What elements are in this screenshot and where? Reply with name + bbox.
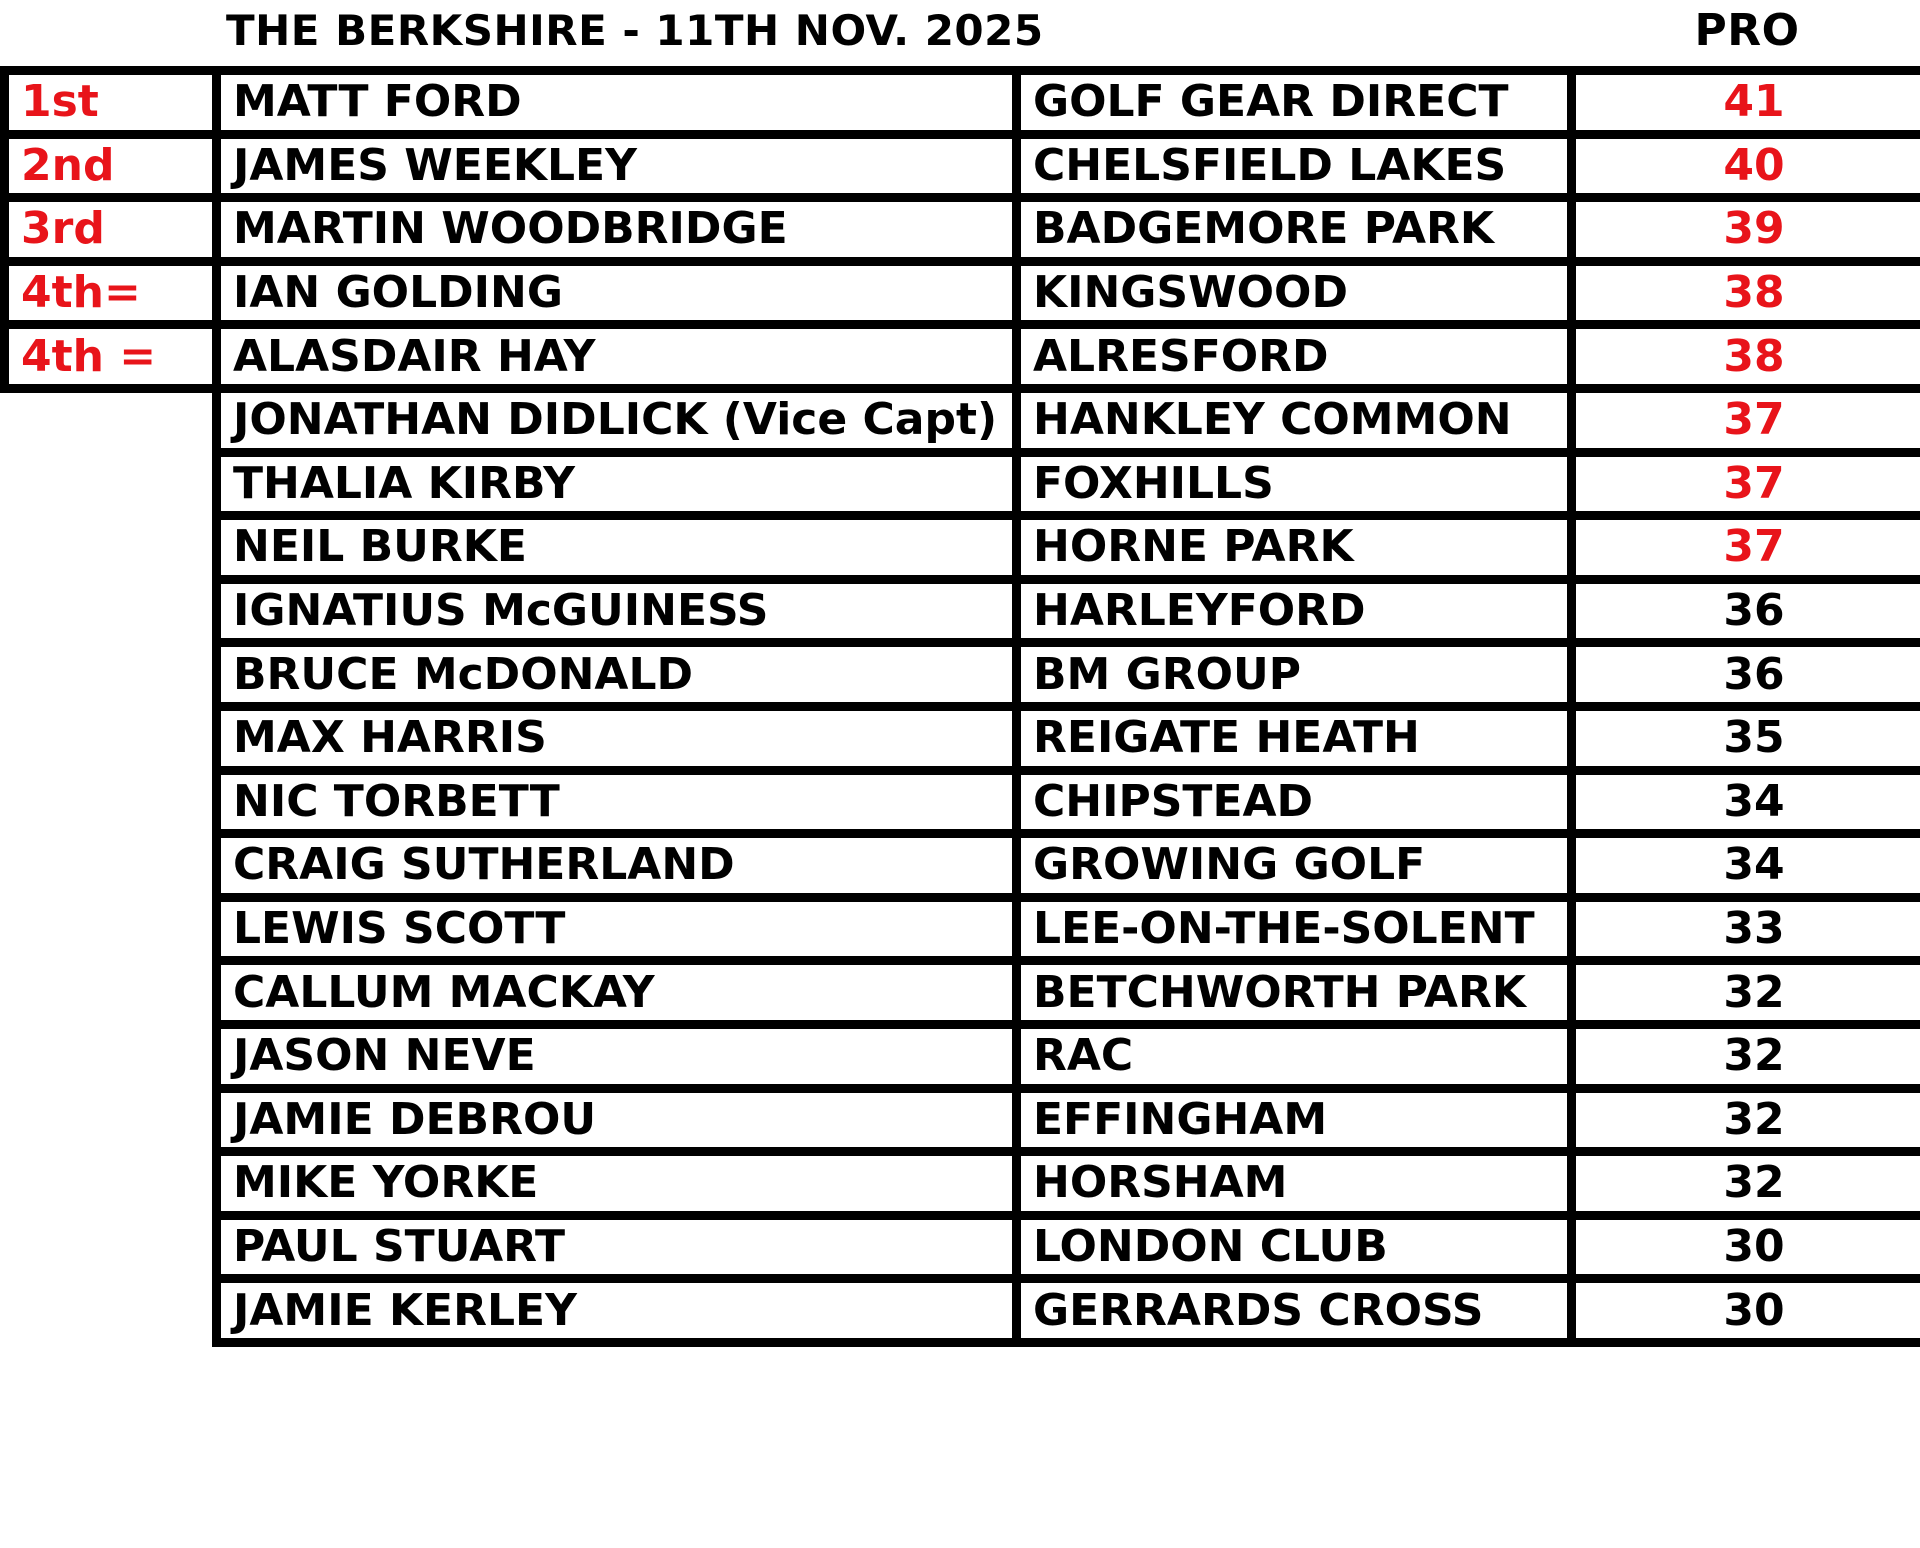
player-name-cell: NIC TORBETT — [217, 770, 1017, 834]
table-row — [5, 134, 1920, 198]
player-name-cell: JASON NEVE — [217, 1024, 1017, 1088]
position-cell — [5, 1152, 217, 1216]
score-cell: 32 — [1572, 1088, 1920, 1152]
club-name-cell: GROWING GOLF — [1017, 834, 1572, 898]
table-row — [5, 1279, 1920, 1343]
club-name-cell: REIGATE HEATH — [1017, 706, 1572, 770]
position-cell — [5, 897, 217, 961]
table-row — [5, 452, 1920, 516]
player-name-cell: MIKE YORKE — [217, 1152, 1017, 1216]
club-name-cell: HARLEYFORD — [1017, 579, 1572, 643]
score-cell: 40 — [1572, 134, 1920, 198]
score-cell: 33 — [1572, 897, 1920, 961]
score-cell: 36 — [1572, 643, 1920, 707]
score-cell: 32 — [1572, 961, 1920, 1025]
club-name-cell: EFFINGHAM — [1017, 1088, 1572, 1152]
score-cell: 34 — [1572, 834, 1920, 898]
position-cell — [5, 706, 217, 770]
table-row — [5, 325, 1920, 389]
table-row — [5, 1024, 1920, 1088]
player-name-cell: NEIL BURKE — [217, 516, 1017, 580]
player-name-cell: CRAIG SUTHERLAND — [217, 834, 1017, 898]
club-name-cell: ALRESFORD — [1017, 325, 1572, 389]
player-name-cell: ALASDAIR HAY — [217, 325, 1017, 389]
score-cell: 37 — [1572, 516, 1920, 580]
club-name-cell: HANKLEY COMMON — [1017, 388, 1572, 452]
club-name-cell: LONDON CLUB — [1017, 1215, 1572, 1279]
score-cell: 30 — [1572, 1279, 1920, 1343]
player-name-cell: JAMIE KERLEY — [217, 1279, 1017, 1343]
score-cell: 37 — [1572, 452, 1920, 516]
score-cell: 30 — [1572, 1215, 1920, 1279]
table-row — [5, 1215, 1920, 1279]
score-cell: 37 — [1572, 388, 1920, 452]
table-row — [5, 961, 1920, 1025]
player-name-cell: MATT FORD — [217, 71, 1017, 135]
position-cell — [5, 388, 217, 452]
club-name-cell: GOLF GEAR DIRECT — [1017, 71, 1572, 135]
player-name-cell: PAUL STUART — [217, 1215, 1017, 1279]
club-name-cell: LEE-ON-THE-SOLENT — [1017, 897, 1572, 961]
position-cell — [5, 770, 217, 834]
position-cell — [5, 1215, 217, 1279]
score-cell: 36 — [1572, 579, 1920, 643]
player-name-cell: MARTIN WOODBRIDGE — [217, 198, 1017, 262]
score-cell: 38 — [1572, 325, 1920, 389]
player-name-cell: CALLUM MACKAY — [217, 961, 1017, 1025]
club-name-cell: GERRARDS CROSS — [1017, 1279, 1572, 1343]
position-cell — [5, 961, 217, 1025]
score-cell: 41 — [1572, 71, 1920, 135]
position-cell: 1st — [5, 71, 217, 135]
position-cell — [5, 1279, 217, 1343]
table-row — [5, 71, 1920, 135]
player-name-cell: JAMES WEEKLEY — [217, 134, 1017, 198]
table-row — [5, 643, 1920, 707]
score-cell: 38 — [1572, 261, 1920, 325]
club-name-cell: BADGEMORE PARK — [1017, 198, 1572, 262]
player-name-cell: MAX HARRIS — [217, 706, 1017, 770]
position-cell — [5, 643, 217, 707]
player-name-cell: IGNATIUS McGUINESS — [217, 579, 1017, 643]
player-name-cell: JONATHAN DIDLICK (Vice Capt) — [217, 388, 1017, 452]
table-row — [5, 261, 1920, 325]
page-title: THE BERKSHIRE - 11TH NOV. 2025 — [226, 6, 1044, 55]
club-name-cell: CHIPSTEAD — [1017, 770, 1572, 834]
position-cell — [5, 516, 217, 580]
player-name-cell: THALIA KIRBY — [217, 452, 1017, 516]
position-cell — [5, 579, 217, 643]
table-row — [5, 388, 1920, 452]
player-name-cell: BRUCE McDONALD — [217, 643, 1017, 707]
club-name-cell: CHELSFIELD LAKES — [1017, 134, 1572, 198]
score-cell: 32 — [1572, 1024, 1920, 1088]
pro-column-header: PRO — [1694, 5, 1800, 56]
score-cell: 35 — [1572, 706, 1920, 770]
position-cell: 4th = — [5, 325, 217, 389]
score-cell: 34 — [1572, 770, 1920, 834]
score-cell: 32 — [1572, 1152, 1920, 1216]
table-row — [5, 834, 1920, 898]
club-name-cell: KINGSWOOD — [1017, 261, 1572, 325]
table-row — [5, 1088, 1920, 1152]
position-cell: 4th= — [5, 261, 217, 325]
position-cell — [5, 834, 217, 898]
club-name-cell: HORSHAM — [1017, 1152, 1572, 1216]
position-cell — [5, 1088, 217, 1152]
position-cell: 3rd — [5, 198, 217, 262]
club-name-cell: BETCHWORTH PARK — [1017, 961, 1572, 1025]
results-table-body — [5, 71, 1920, 1343]
player-name-cell: JAMIE DEBROU — [217, 1088, 1017, 1152]
position-cell — [5, 452, 217, 516]
club-name-cell: HORNE PARK — [1017, 516, 1572, 580]
position-cell: 2nd — [5, 134, 217, 198]
table-row — [5, 579, 1920, 643]
club-name-cell: BM GROUP — [1017, 643, 1572, 707]
club-name-cell: RAC — [1017, 1024, 1572, 1088]
table-row — [5, 706, 1920, 770]
table-row — [5, 1152, 1920, 1216]
club-name-cell: FOXHILLS — [1017, 452, 1572, 516]
table-row — [5, 897, 1920, 961]
table-row — [5, 516, 1920, 580]
score-cell: 39 — [1572, 198, 1920, 262]
player-name-cell: LEWIS SCOTT — [217, 897, 1017, 961]
results-table — [0, 66, 1920, 1347]
table-row — [5, 770, 1920, 834]
position-cell — [5, 1024, 217, 1088]
table-row — [5, 198, 1920, 262]
player-name-cell: IAN GOLDING — [217, 261, 1017, 325]
